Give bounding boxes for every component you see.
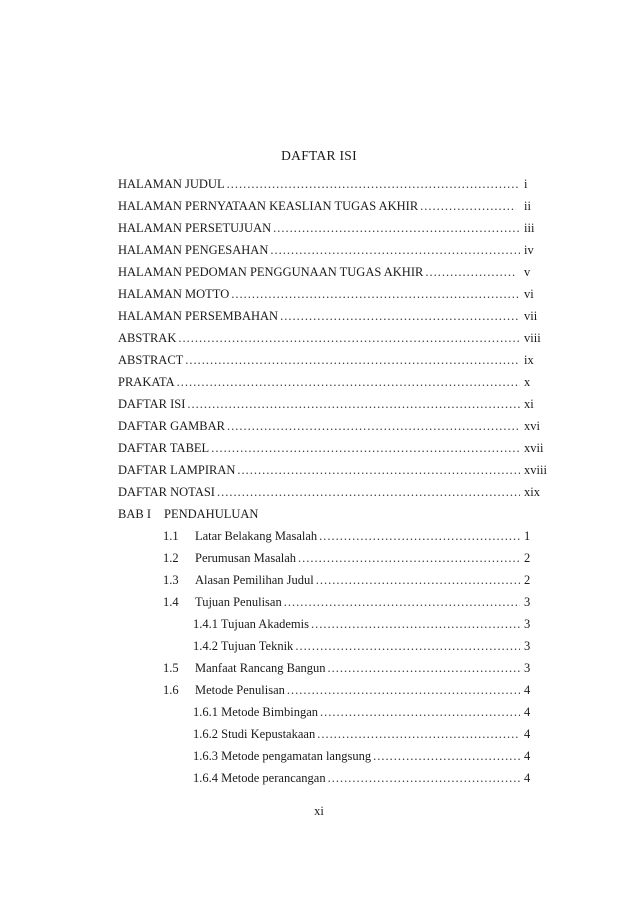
leader-dots (237, 463, 520, 478)
toc-page-number: 4 (524, 727, 531, 741)
toc-page-number: 2 (524, 551, 531, 565)
toc-page-number: 4 (524, 771, 531, 785)
toc-page-number: xix (524, 485, 540, 499)
leader-dots (420, 199, 516, 214)
toc-page-number: vi (524, 287, 534, 301)
toc-page-number: 4 (524, 683, 531, 697)
toc-entry: HALAMAN JUDUL ..... (118, 177, 522, 197)
leader-dots (185, 353, 520, 368)
leader-dots (317, 727, 520, 742)
page-footer-number: xi (314, 804, 324, 818)
toc-subsection: 1.4.1 Tujuan Akademis ..... (193, 617, 522, 637)
toc-section: 1.2 Perumusan Masalah ..... (163, 551, 522, 571)
leader-dots (319, 529, 520, 544)
toc-page-number: 4 (524, 749, 531, 763)
toc-page-number: 1 (524, 529, 531, 543)
toc-page-number: v (524, 265, 531, 279)
toc-page-number: viii (524, 331, 541, 345)
toc-page-number: ii (524, 199, 531, 213)
leader-dots (227, 419, 520, 434)
toc-page-number: 3 (524, 595, 531, 609)
leader-dots (425, 265, 516, 280)
toc-entry: HALAMAN PERNYATAAN KEASLIAN TUGAS AKHIR ..... (118, 199, 518, 219)
toc-subsection: 1.6.2 Studi Kepustakaan ..... (193, 727, 522, 747)
toc-page-number: xviii (524, 463, 547, 477)
chapter-title: PENDAHULUAN (164, 507, 259, 521)
leader-dots (280, 309, 520, 324)
leader-dots (231, 287, 520, 302)
toc-entry: HALAMAN PEDOMAN PENGGUNAAN TUGAS AKHIR ..... (118, 265, 518, 285)
leader-dots (373, 749, 520, 764)
toc-entry: HALAMAN PERSEMBAHAN ..... (118, 309, 522, 329)
leader-dots (320, 705, 520, 720)
toc-subsection: 1.6.1 Metode Bimbingan ..... (193, 705, 522, 725)
toc-section: 1.4 Tujuan Penulisan ..... (163, 595, 522, 615)
toc-section: 1.6 Metode Penulisan ..... (163, 683, 522, 703)
toc-entry: ABSTRACT ..... (118, 353, 522, 373)
leader-dots (311, 617, 520, 632)
toc-entry: DAFTAR GAMBAR ..... (118, 419, 522, 439)
toc-page-number: xvi (524, 419, 540, 433)
toc-page-number: 4 (524, 705, 531, 719)
leader-dots (328, 661, 520, 676)
toc-subsection: 1.6.4 Metode perancangan ..... (193, 771, 522, 791)
toc-entry: DAFTAR TABEL ..... (118, 441, 522, 461)
toc-page-number: 3 (524, 617, 531, 631)
toc-entry: DAFTAR ISI ..... (118, 397, 522, 417)
toc-entry: PRAKATA ..... (118, 375, 522, 395)
toc-page-number: xvii (524, 441, 544, 455)
toc-subsection: 1.4.2 Tujuan Teknik ..... (193, 639, 522, 659)
toc-page-number: x (524, 375, 531, 389)
leader-dots (273, 221, 520, 236)
toc-page-number: iii (524, 221, 535, 235)
page-title: DAFTAR ISI (281, 148, 357, 163)
leader-dots (328, 771, 520, 786)
toc-page-number: vii (524, 309, 538, 323)
leader-dots (284, 595, 520, 610)
leader-dots (177, 375, 520, 390)
leader-dots (187, 397, 520, 412)
toc-page-number: iv (524, 243, 534, 257)
leader-dots (295, 639, 520, 654)
leader-dots (178, 331, 520, 346)
toc-page-number: ix (524, 353, 534, 367)
toc-page-number: i (524, 177, 528, 191)
leader-dots (211, 441, 520, 456)
leader-dots (270, 243, 520, 258)
toc-section: 1.5 Manfaat Rancang Bangun ..... (163, 661, 522, 681)
toc-page-number: xi (524, 397, 534, 411)
toc-page-number: 2 (524, 573, 531, 587)
toc-entry: HALAMAN PERSETUJUAN ..... (118, 221, 522, 241)
toc-entry: DAFTAR LAMPIRAN ..... (118, 463, 522, 483)
toc-entry: ABSTRAK ..... (118, 331, 522, 351)
toc-entry: DAFTAR NOTASI ..... (118, 485, 522, 505)
toc-entry: HALAMAN MOTTO ..... (118, 287, 522, 307)
leader-dots (227, 177, 520, 192)
toc-subsection: 1.6.3 Metode pengamatan langsung ..... (193, 749, 522, 769)
toc-section: 1.1 Latar Belakang Masalah ..... (163, 529, 522, 549)
leader-dots (298, 551, 520, 566)
leader-dots (316, 573, 520, 588)
chapter-number: BAB I (118, 507, 151, 521)
toc-entry: HALAMAN PENGESAHAN ..... (118, 243, 522, 263)
leader-dots (287, 683, 520, 698)
toc-page-number: 3 (524, 661, 531, 675)
leader-dots (217, 485, 520, 500)
toc-section: 1.3 Alasan Pemilihan Judul ..... (163, 573, 522, 593)
toc-page-number: 3 (524, 639, 531, 653)
